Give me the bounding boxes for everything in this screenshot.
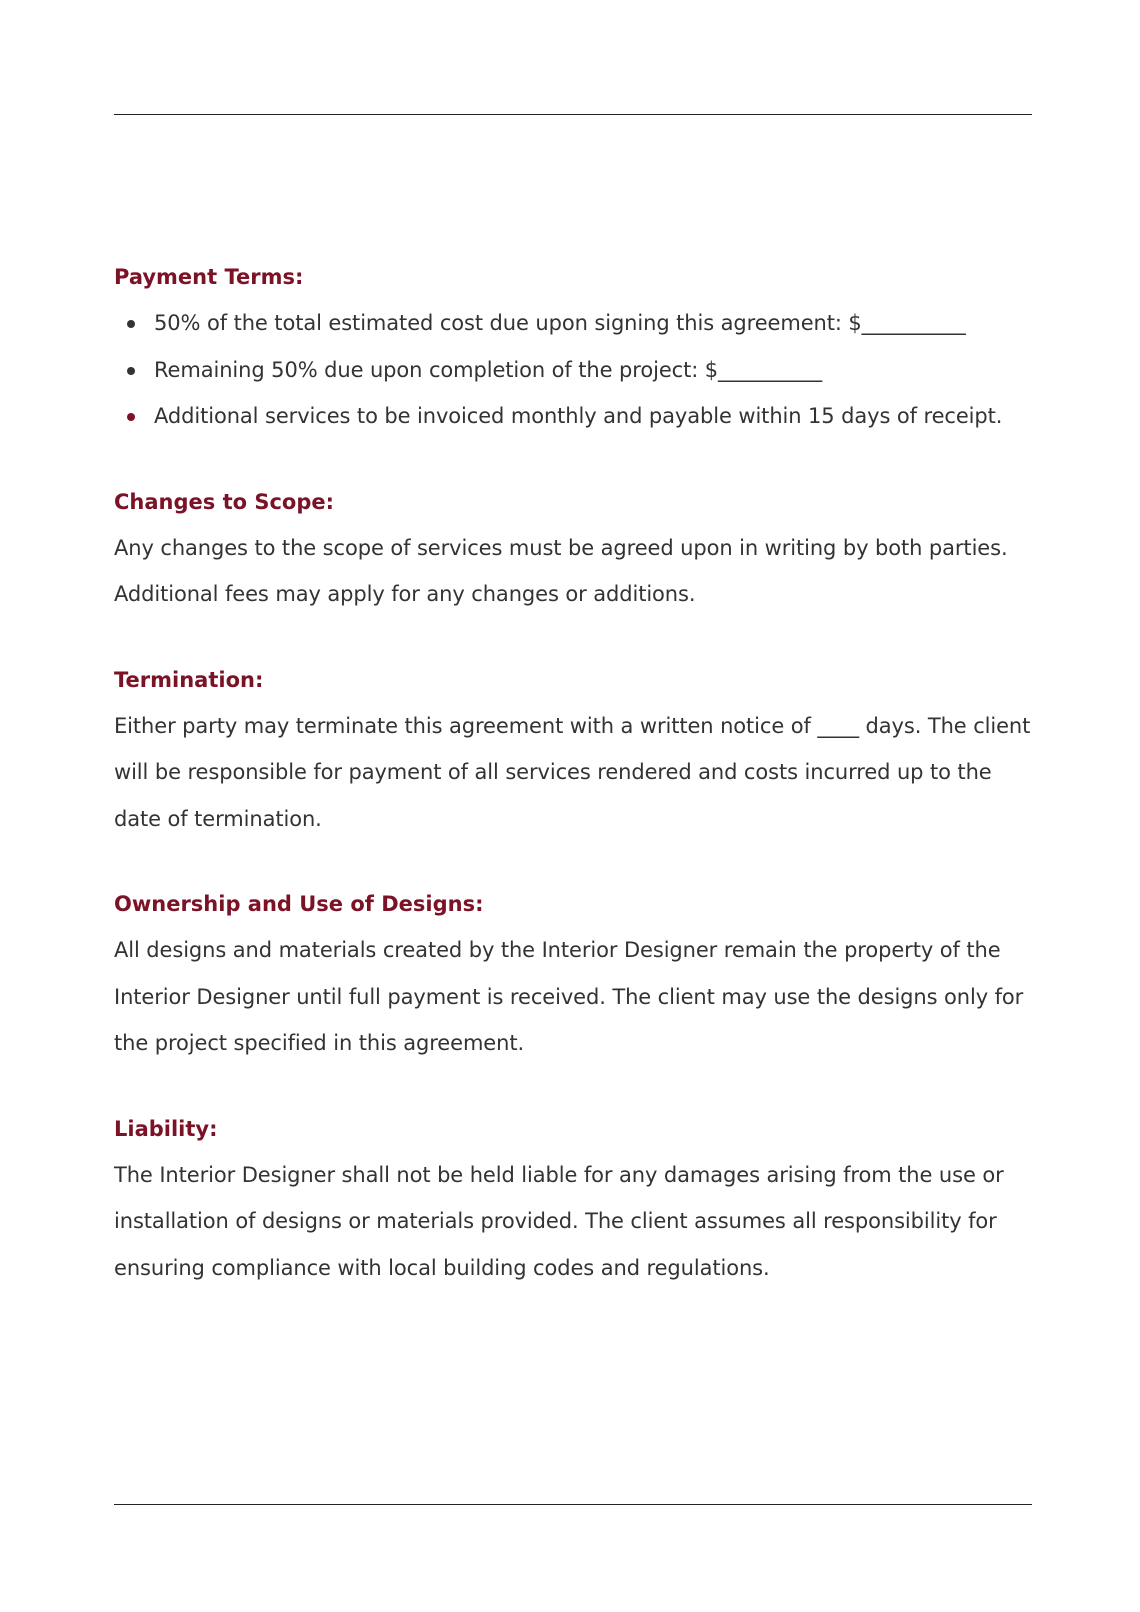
section-ownership [114, 889, 1044, 1067]
bullet-icon [127, 367, 135, 375]
list-item-text: Remaining 50% due upon completion of the project: $__________ [154, 357, 823, 382]
bottom-divider [114, 1504, 1032, 1505]
list-item [114, 300, 1044, 347]
ownership-text: All designs and materials created by the Interior Designer remain the property of the Interior Designer until full payment is received. The client may use the designs only for the project specified in this agreement. [114, 938, 1024, 1055]
termination-text: Either party may terminate this agreement with a written notice of ____ days. The client will be responsible for payment of all services rendered and costs incurred up to the date of termination. [114, 713, 1031, 831]
changes-to-scope-text: Any changes to the scope of services must be agreed upon in writing by both parties. Additional fees may apply for any changes or additions. [114, 535, 1008, 606]
top-divider [114, 114, 1032, 115]
section-changes-to-scope [114, 487, 1044, 618]
payment-terms-heading: Payment Terms: [114, 265, 304, 289]
list-item [114, 347, 1044, 394]
section-liability [114, 1114, 1044, 1292]
changes-to-scope-heading: Changes to Scope: [114, 489, 335, 514]
document-body [114, 262, 1044, 1338]
liability-heading: Liability: [114, 1116, 218, 1141]
list-item [114, 393, 1044, 440]
section-termination [114, 665, 1044, 843]
bullet-icon [127, 413, 135, 421]
liability-text: The Interior Designer shall not be held liable for any damages arising from the use or installation of designs or materials provided. The client assumes all responsibility for ensuring compliance with local building codes and regulations. [114, 1162, 1004, 1280]
termination-heading: Termination: [114, 667, 264, 692]
section-payment-terms [114, 262, 1044, 440]
ownership-heading: Ownership and Use of Designs: [114, 892, 484, 916]
list-item-text: Additional services to be invoiced monthly and payable within 15 days of receipt. [154, 404, 1003, 428]
bullet-icon [127, 320, 135, 328]
list-item-text: 50% of the total estimated cost due upon signing this agreement: $__________ [154, 311, 966, 335]
payment-terms-list [114, 300, 1044, 440]
